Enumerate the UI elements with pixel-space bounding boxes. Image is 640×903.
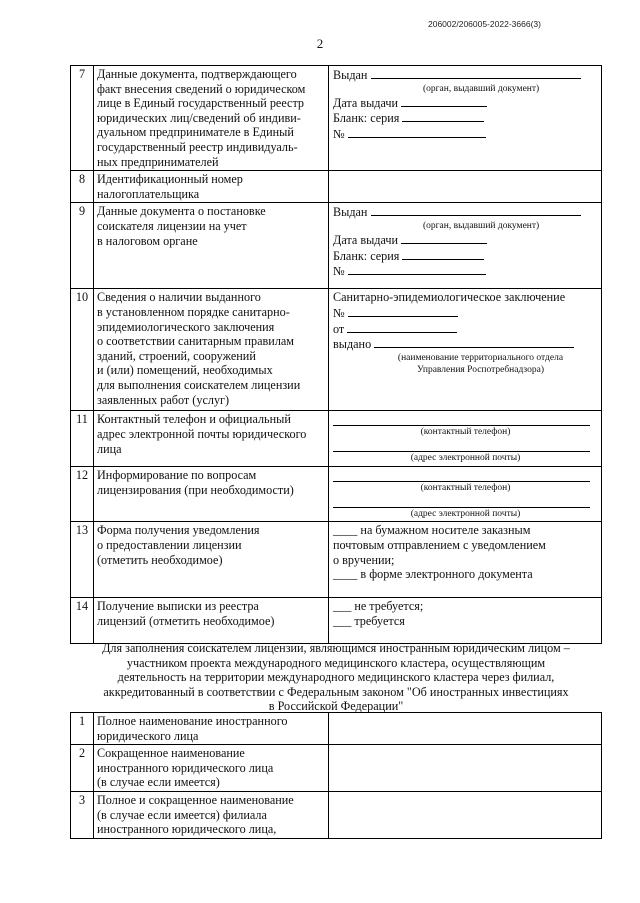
table-row	[71, 713, 602, 745]
table-row	[71, 203, 602, 289]
table-row	[71, 467, 602, 522]
row-number: 14	[71, 598, 94, 644]
row-number: 13	[71, 522, 94, 598]
row-value[interactable]	[329, 411, 602, 467]
row-value[interactable]	[329, 522, 602, 598]
row-number: 11	[71, 411, 94, 467]
row-number: 10	[71, 289, 94, 411]
row-description: Информирование по вопросам лицензирования (при необходимости)	[94, 467, 329, 522]
row-description: Получение выписки из реестра лицензий (отметить необходимое)	[94, 598, 329, 644]
table-row	[71, 791, 602, 838]
row-description: Сокращенное наименование иностранного юридического лица (в случае если имеется)	[94, 745, 329, 792]
row-number: 3	[71, 791, 94, 838]
row-value[interactable]: Выдан (орган, выдавший документ) Дата выдачи Бланк: серия №	[329, 66, 602, 171]
email-caption: (адрес электронной почты)	[410, 509, 521, 520]
row-value[interactable]	[329, 171, 602, 203]
row-description: Идентификационный номер налогоплательщика	[94, 171, 329, 203]
row-value[interactable]	[329, 791, 602, 838]
row-description: Данные документа о постановке соискателя лицензии на учет в налоговом органе	[94, 203, 329, 289]
application-table	[70, 65, 602, 644]
row-value[interactable]	[329, 745, 602, 792]
row-value[interactable]	[329, 467, 602, 522]
row-description: Данные документа, подтверждающего факт внесения сведений о юридическом лице в Единый государственный реестр юридических лиц/сведений об индиви- дуальном предпринимателе в Единый государственный реестр индивидуаль- ных предпринимателей	[94, 66, 329, 171]
option-electronic[interactable]: ____ в форме электронного документа	[333, 567, 533, 582]
row-number: 7	[71, 66, 94, 171]
table-row	[71, 522, 602, 598]
row-number: 12	[71, 467, 94, 522]
table-row	[71, 598, 602, 644]
phone-caption: (контактный телефон)	[420, 483, 511, 494]
option-not-required[interactable]: ___ не требуется;	[333, 599, 424, 614]
option-required[interactable]: ___ требуется	[333, 613, 405, 628]
email-caption: (адрес электронной почты)	[410, 453, 521, 464]
table-row	[71, 171, 602, 203]
row-description: Форма получения уведомления о предоставлении лицензии (отметить необходимое)	[94, 522, 329, 598]
row-number: 8	[71, 171, 94, 203]
row-description: Полное наименование иностранного юридического лица	[94, 713, 329, 745]
option-paper[interactable]: ____ на бумажном носителе заказным почтовым отправлением с уведомлением о вручении;	[333, 523, 546, 567]
table-row	[71, 411, 602, 467]
document-number: 206002/206005-2022-3666(3)	[428, 19, 541, 29]
row-description: Сведения о наличии выданного в установленном порядке санитарно- эпидемиологического заключения о соответствии санитарным правилам зданий, строений, сооружений и (или) помещений, необходимых для выполнения соискателем лицензии заявленных работ (услуг)	[94, 289, 329, 411]
row-value[interactable]: Выдан (орган, выдавший документ) Дата выдачи Бланк: серия №	[329, 203, 602, 289]
table-row	[71, 66, 602, 171]
table-row	[71, 745, 602, 792]
table-row	[71, 289, 602, 411]
row-value[interactable]	[329, 598, 602, 644]
row-number: 1	[71, 713, 94, 745]
row-number: 2	[71, 745, 94, 792]
phone-caption: (контактный телефон)	[420, 427, 511, 438]
foreign-entity-table	[70, 712, 602, 839]
row-description: Полное и сокращенное наименование (в случае если имеется) филиала иностранного юридического лица,	[94, 791, 329, 838]
row-value[interactable]: Санитарно-эпидемиологическое заключение № от выдано (наименование территориального отдела Управления Роспотребнадзора)	[329, 289, 602, 411]
page-number: 2	[316, 36, 324, 51]
row-value[interactable]	[329, 713, 602, 745]
row-number: 9	[71, 203, 94, 289]
row-description: Контактный телефон и официальный адрес электронной почты юридического лица	[94, 411, 329, 467]
foreign-entity-note: Для заполнения соискателем лицензии, являющимся иностранным юридическим лицом – участником проекта международного медицинского кластера, осуществляющим деятельность на территории международного медицинского кластера через филиал, аккредитованный в соответствии с Федеральным законом "Об иностранных инвестициях в Российской Федерации"	[102, 641, 570, 714]
